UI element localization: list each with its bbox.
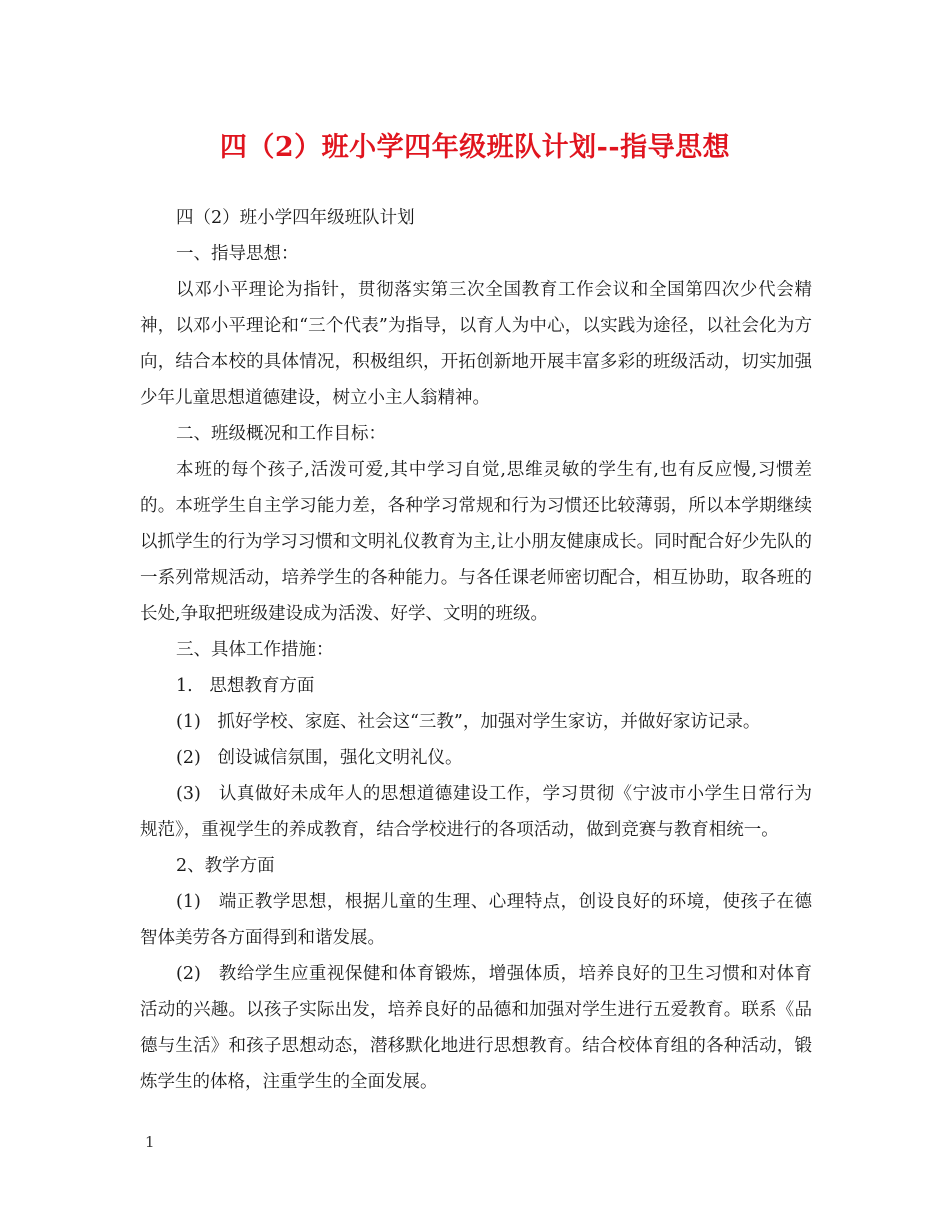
list-item-ideology-3: (3) 认真做好未成年人的思想道德建设工作，学习贯彻《宁波市小学生日常行为规范》，重视学生的养成教育，结合学校进行的各项活动，做到竞赛与教育相统一。 (140, 784, 812, 840)
heading-class-overview: 二、班级概况和工作目标： (176, 424, 386, 444)
paragraph-plan-name: 四（2）班小学四年级班队计划 (176, 208, 415, 228)
subheading-ideological-education: 1. 思想教育方面 (176, 676, 315, 696)
list-item-teaching-1: (1) 端正教学思想，根据儿童的生理、心理特点，创设良好的环境，使孩子在德智体美劳各方面得到和谐发展。 (140, 892, 812, 948)
heading-guiding-thought: 一、指导思想： (176, 244, 299, 264)
list-item-ideology-1: (1) 抓好学校、家庭、社会这“三教”，加强对学生家访，并做好家访记录。 (176, 712, 761, 732)
document-body (140, 200, 812, 1100)
paragraph-guiding-thought: 以邓小平理论为指针，贯彻落实第三次全国教育工作会议和全国第四次少代会精神，以邓小平理论和“三个代表”为指导，以育人为中心，以实践为途径，以社会化为方向，结合本校的具体情况，积极组织，开拓创新地开展丰富多彩的班级活动，切实加强少年儿童思想道德建设，树立小主人翁精神。 (140, 280, 812, 408)
paragraph-class-overview: 本班的每个孩子,活泼可爱,其中学习自觉,思维灵敏的学生有,也有反应慢,习惯差的。本班学生自主学习能力差，各种学习常规和行为习惯还比较薄弱，所以本学期继续以抓学生的行为学习习惯和文明礼仪教育为主,让小朋友健康成长。同时配合好少先队的一系列常规活动，培养学生的各种能力。与各任课老师密切配合，相互协助，取各班的长处,争取把班级建设成为活泼、好学、文明的班级。 (140, 460, 812, 624)
subheading-teaching: 2、教学方面 (176, 856, 275, 876)
heading-measures: 三、具体工作措施： (176, 640, 334, 660)
page-number: 1 (145, 1133, 155, 1151)
document-title: 四（2）班小学四年级班队计划--指导思想 (219, 132, 731, 163)
list-item-teaching-2: (2) 教给学生应重视保健和体育锻炼，增强体质，培养良好的卫生习惯和对体育活动的兴趣。以孩子实际出发，培养良好的品德和加强对学生进行五爱教育。联系《品德与生活》和孩子思想动态，潜移默化地进行思想教育。结合校体育组的各种活动，锻炼学生的体格，注重学生的全面发展。 (140, 964, 812, 1092)
list-item-ideology-2: (2) 创设诚信氛围，强化文明礼仪。 (176, 748, 463, 768)
